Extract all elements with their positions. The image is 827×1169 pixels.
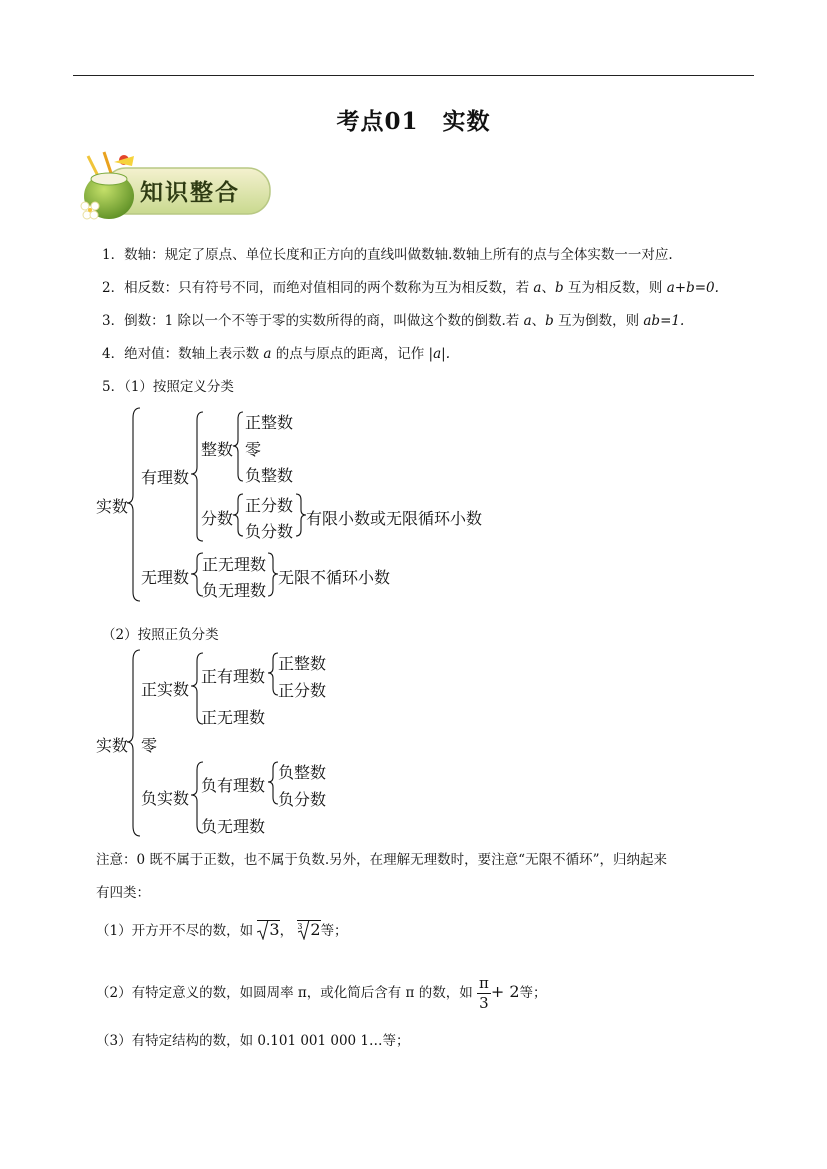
item-separator: 、: [531, 313, 546, 329]
node-positive-irrational: 正无理数: [202, 555, 267, 574]
node-zero-2: 零: [141, 736, 158, 755]
node-zero: 零: [245, 440, 262, 459]
node-integer: 整数: [201, 440, 234, 459]
node-negative-irrational: 负无理数: [202, 581, 267, 600]
item-text: 绝对值：数轴上表示数: [124, 346, 264, 362]
node-fraction: 分数: [201, 509, 234, 528]
classify1-heading: 5．（1）按照定义分类: [102, 379, 234, 395]
node-negative-rational: 负有理数: [201, 776, 266, 795]
var-b: b: [554, 280, 564, 296]
node-negative-fraction-2: 负分数: [278, 790, 327, 809]
type-text-post: 等；: [519, 985, 547, 1001]
type-text: （2）有特定意义的数，如圆周率 π，或化简后含有 π 的数，如: [96, 985, 473, 1001]
expression: |a|.: [428, 346, 450, 362]
item-text: 数轴：规定了原点、单位长度和正方向的直线叫做数轴.数轴上所有的点与全体实数一一对应.: [124, 247, 673, 263]
node-positive-fraction: 正分数: [245, 496, 294, 515]
item-text: 倒数：1 除以一个不等于零的实数所得的商，叫做这个数的倒数.若: [124, 313, 524, 329]
type-3: （3）有特定结构的数，如 0.101 001 000 1…等；: [96, 1033, 410, 1049]
item-separator: 、: [541, 280, 555, 296]
type-separator: ，: [279, 923, 294, 939]
node-positive-fraction-2: 正分数: [278, 681, 327, 700]
node-positive-integer-2: 正整数: [278, 654, 327, 673]
banner-label: 知识整合: [140, 179, 240, 206]
cbrt-2: [297, 920, 320, 938]
item-text-post: 互为相反数，则: [563, 280, 667, 296]
fraction-pi-over-3: [477, 974, 491, 1013]
node-negative-irrational-2: 负无理数: [201, 817, 266, 836]
type-text-post: 等；: [320, 923, 348, 939]
type-text: （1）开方开不尽的数，如: [96, 923, 254, 939]
node-negative-integer: 负整数: [245, 466, 294, 485]
item-number: 1．: [102, 247, 125, 263]
sqrt-3: [257, 920, 279, 938]
type-2: [96, 974, 547, 1013]
item-text-post: 互为倒数，则: [553, 313, 644, 329]
var-a: a: [533, 280, 542, 296]
expression: a+b=0.: [666, 280, 719, 296]
radical-sign-icon: [298, 920, 310, 940]
node-negative-integer-2: 负整数: [278, 763, 327, 782]
note-line-2: 有四类：: [96, 885, 150, 901]
node-positive-integer: 正整数: [245, 413, 294, 432]
expression: ab=1.: [643, 313, 685, 329]
radical-sign-icon: [257, 920, 269, 940]
fraction-note: 有限小数或无限循环小数: [306, 509, 483, 528]
node-real: 实数: [96, 497, 129, 516]
numerator: π: [479, 974, 489, 992]
var-b: b: [545, 313, 554, 329]
plus-term: + 2: [490, 982, 520, 1001]
radicand: 3: [269, 920, 280, 939]
denominator: 3: [479, 994, 489, 1012]
node-negative-real: 负实数: [141, 789, 190, 808]
var-a: a: [523, 313, 532, 329]
node-positive-real: 正实数: [141, 680, 190, 699]
root-index: 3: [297, 922, 303, 931]
node-positive-rational: 正有理数: [201, 667, 266, 686]
item-number: 4．: [102, 346, 125, 362]
item-text-post: 的点与原点的距离，记作: [271, 346, 429, 362]
node-positive-irrational-2: 正无理数: [201, 708, 266, 727]
node-rational: 有理数: [141, 468, 190, 487]
page-title: 考点01 实数: [336, 108, 491, 135]
irrational-note: 无限不循环小数: [278, 568, 391, 587]
var-a: a: [263, 346, 272, 362]
radicand: 2: [310, 920, 321, 939]
note-line-1: 注意：0 既不属于正数，也不属于负数.另外，在理解无理数时，要注意“无限不循环”，归纳起来: [96, 852, 667, 868]
item-text: 相反数：只有符号不同，而绝对值相同的两个数称为互为相反数，若: [124, 280, 534, 296]
node-real-2: 实数: [96, 736, 129, 755]
item-number: 3．: [102, 313, 125, 329]
node-negative-fraction: 负分数: [245, 522, 294, 541]
item-number: 2．: [102, 280, 125, 296]
type-1: [96, 919, 348, 939]
classify2-heading: （2）按照正负分类: [102, 627, 219, 643]
node-irrational: 无理数: [141, 568, 190, 587]
